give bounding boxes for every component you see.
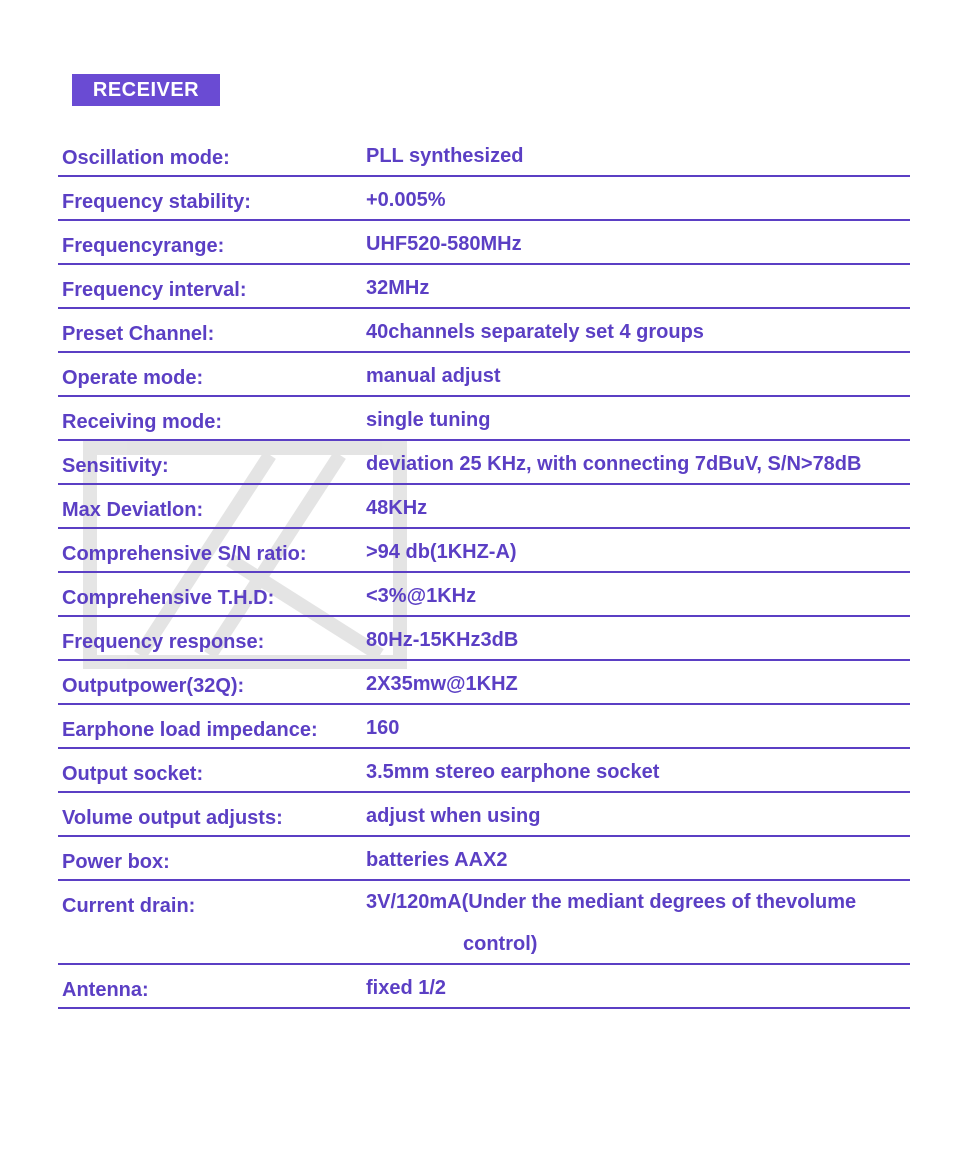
spec-value: 48KHz	[366, 497, 428, 519]
spec-value: single tuning	[366, 409, 491, 431]
spec-row	[58, 133, 910, 177]
spec-label: Frequency interval:	[62, 279, 247, 301]
section-title-receiver: RECEIVER	[72, 74, 220, 106]
spec-value-line: 3V/120mA(Under the mediant degrees of thevolume	[366, 891, 857, 913]
spec-value: adjust when using	[366, 805, 541, 827]
spec-label: Frequencyrange:	[62, 235, 225, 257]
spec-row	[58, 485, 910, 529]
spec-label: Comprehensive T.H.D:	[62, 587, 275, 609]
spec-value: UHF520-580MHz	[366, 233, 522, 255]
spec-table	[58, 133, 910, 1009]
spec-row	[58, 573, 910, 617]
spec-value: 160	[366, 717, 400, 739]
spec-label: Oscillation mode:	[62, 147, 230, 169]
spec-value: +0.005%	[366, 189, 446, 211]
spec-label: Preset Channel:	[62, 323, 215, 345]
spec-label: Comprehensive S/N ratio:	[62, 543, 307, 565]
spec-label: Power box:	[62, 851, 170, 873]
spec-label: Max Deviatlon:	[62, 499, 204, 521]
spec-value: 3.5mm stereo earphone socket	[366, 761, 660, 783]
spec-row	[58, 617, 910, 661]
spec-label: Outputpower(32Q):	[62, 675, 245, 697]
spec-label: Antenna:	[62, 979, 149, 1001]
spec-value: 80Hz-15KHz3dB	[366, 629, 519, 651]
spec-label: Receiving mode:	[62, 411, 223, 433]
spec-value	[366, 881, 916, 965]
spec-row	[58, 837, 910, 881]
spec-label: Output socket:	[62, 763, 204, 785]
spec-value: 40channels separately set 4 groups	[366, 321, 704, 343]
spec-value: <3%@1KHz	[366, 585, 477, 607]
spec-row	[58, 309, 910, 353]
spec-value: deviation 25 KHz, with connecting 7dBuV, S/N>78dB	[366, 453, 862, 475]
spec-row	[58, 441, 910, 485]
spec-value: 2X35mw@1KHZ	[366, 673, 518, 695]
spec-label: Operate mode:	[62, 367, 204, 389]
spec-value-continuation: control)	[463, 933, 538, 955]
spec-row	[58, 177, 910, 221]
spec-label: Sensitivity:	[62, 455, 169, 477]
spec-label: Current drain:	[62, 895, 196, 917]
spec-row	[58, 749, 910, 793]
spec-value: 32MHz	[366, 277, 430, 299]
spec-row	[58, 353, 910, 397]
spec-value: fixed 1/2	[366, 977, 447, 999]
spec-row	[58, 221, 910, 265]
spec-label: Earphone load impedance:	[62, 719, 318, 741]
spec-value: >94 db(1KHZ-A)	[366, 541, 517, 563]
spec-label: Frequency response:	[62, 631, 265, 653]
spec-row	[58, 881, 910, 965]
spec-row	[58, 265, 910, 309]
spec-label: Volume output adjusts:	[62, 807, 283, 829]
spec-row	[58, 397, 910, 441]
spec-value: PLL synthesized	[366, 145, 524, 167]
spec-row	[58, 965, 910, 1009]
spec-label: Frequency stability:	[62, 191, 251, 213]
spec-row	[58, 529, 910, 573]
spec-row	[58, 705, 910, 749]
spec-value: batteries AAX2	[366, 849, 508, 871]
spec-value: manual adjust	[366, 365, 501, 387]
spec-row	[58, 793, 910, 837]
spec-row	[58, 661, 910, 705]
